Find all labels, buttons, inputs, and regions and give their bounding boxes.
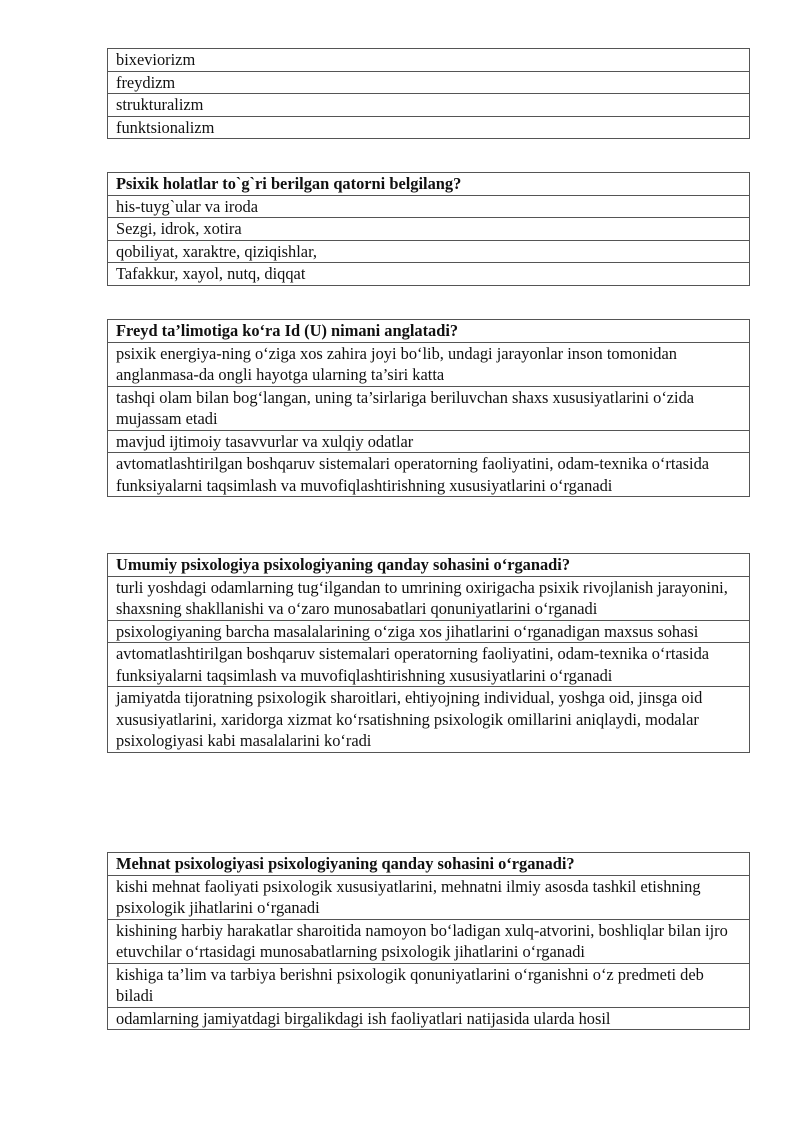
answer-option: tashqi olam bilan bog‘langan, uning ta’sirlariga beriluvchan shaxs xususiyatlarini o‘zida mujassam etadi (108, 386, 750, 430)
answer-option: odamlarning jamiyatdagi birgalikdagi ish faoliyatlari natijasida ularda hosil (108, 1007, 750, 1030)
answer-option: freydizm (108, 71, 750, 94)
answer-option: psixik energiya-ning o‘ziga xos zahira joyi bo‘lib, undagi jarayonlar inson tomonidan anglanmasa-da ongli hayotga ularning ta’siri katta (108, 342, 750, 386)
answer-row (108, 963, 750, 1007)
answer-option: qobiliyat, xaraktre, qiziqishlar, (108, 240, 750, 263)
answer-option: turli yoshdagi odamlarning tug‘ilgandan to umrining oxirigacha psixik rivojlanish jarayonini, shaxsning shakllanishi va o‘zaro munosabatlari qonuniyatlarini o‘rganadi (108, 576, 750, 620)
answer-option: bixeviorizm (108, 49, 750, 72)
question-row (108, 554, 750, 577)
answer-option: psixologiyaning barcha masalalarining o‘ziga xos jihatlarini o‘rganadigan maxsus sohasi (108, 620, 750, 643)
answer-option: funktsionalizm (108, 116, 750, 139)
answer-row (108, 453, 750, 497)
answer-row (108, 342, 750, 386)
answer-option: mavjud ijtimoiy tasavvurlar va xulqiy odatlar (108, 430, 750, 453)
answer-row (108, 195, 750, 218)
question-row (108, 173, 750, 196)
answer-row (108, 49, 750, 72)
answer-row (108, 643, 750, 687)
answer-row (108, 875, 750, 919)
question-text: Freyd ta’limotiga ko‘ra Id (U) nimani anglatadi? (108, 320, 750, 343)
answer-row (108, 620, 750, 643)
question-text: Psixik holatlar to`g`ri berilgan qatorni belgilang? (108, 173, 750, 196)
answer-option: jamiyatda tijoratning psixologik sharoitlari, ehtiyojning individual, yoshga oid, jinsga oid xususiyatlarini, xaridorga xizmat ko‘rsatishning psixologik omillarini aniqlaydi, modalar psixologiyasi kabi masalalarini ko‘radi (108, 687, 750, 753)
answer-row (108, 1007, 750, 1030)
answer-row (108, 263, 750, 286)
answer-row (108, 240, 750, 263)
answer-option: Tafakkur, xayol, nutq, diqqat (108, 263, 750, 286)
answer-option: strukturalizm (108, 94, 750, 117)
answer-row (108, 687, 750, 753)
answer-option: kishi mehnat faoliyati psixologik xususiyatlarini, mehnatni ilmiy asosda tashkil etishning psixologik jihatlarini o‘rganadi (108, 875, 750, 919)
answers-table-1 (107, 48, 750, 139)
answer-option: his-tuyg`ular va iroda (108, 195, 750, 218)
answer-row (108, 430, 750, 453)
answer-row (108, 576, 750, 620)
answer-row (108, 94, 750, 117)
answer-option: avtomatlashtirilgan boshqaruv sistemalari operatorning faoliyatini, odam-texnika o‘rtasida funksiyalarni taqsimlash va muvofiqlashtirishning xususiyatlarini o‘rganadi (108, 643, 750, 687)
question-text: Mehnat psixologiyasi psixologiyaning qanday sohasini o‘rganadi? (108, 853, 750, 876)
question-text: Umumiy psixologiya psixologiyaning qanday sohasini o‘rganadi? (108, 554, 750, 577)
answer-row (108, 386, 750, 430)
question-row (108, 853, 750, 876)
answer-option: kishiga ta’lim va tarbiya berishni psixologik qonuniyatlarini o‘rganishni o‘z predmeti deb biladi (108, 963, 750, 1007)
answer-row (108, 218, 750, 241)
answer-row (108, 919, 750, 963)
question-row (108, 320, 750, 343)
question-table-2 (107, 172, 750, 286)
question-table-5 (107, 852, 750, 1030)
question-table-4 (107, 553, 750, 753)
answer-option: avtomatlashtirilgan boshqaruv sistemalari operatorning faoliyatini, odam-texnika o‘rtasida funksiyalarni taqsimlash va muvofiqlashtirishning xususiyatlarini o‘rganadi (108, 453, 750, 497)
answer-row (108, 71, 750, 94)
answer-option: kishining harbiy harakatlar sharoitida namoyon bo‘ladigan xulq-atvorini, boshliqlar bilan ijro etuvchilar o‘rtasidagi munosabatlarning psixologik jihatlarini o‘rganadi (108, 919, 750, 963)
answer-option: Sezgi, idrok, xotira (108, 218, 750, 241)
question-table-3 (107, 319, 750, 497)
answer-row (108, 116, 750, 139)
